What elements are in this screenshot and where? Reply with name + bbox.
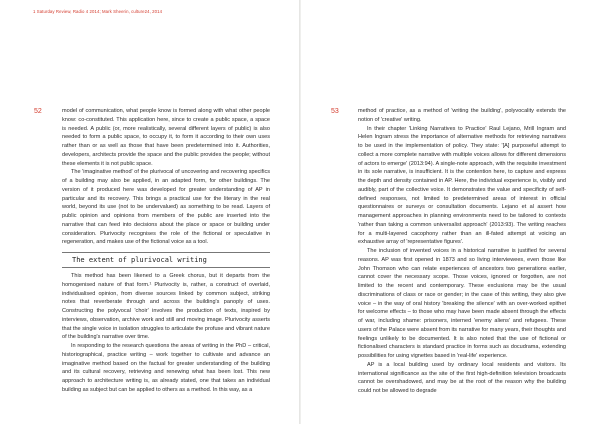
paragraph: This method has been likened to a Greek chorus, but it departs from the homogenised nature of that form.¹ Plurivocity is, rather, a construct of overlaid, individualised opinion, from diverse sources linked by common subject, striking notes that reverberate through and across the building's panoply of uses. Constructing the polyvocal 'choir' involves the production of texts, inspired by interviews, observation, archive work and still and moving image. Plurivocity asserts that the single voice in isolation struggles to articulate the profuse and vibrant nature of the building's narrative over time.: [62, 273, 270, 341]
left-page-body: [62, 107, 270, 395]
paragraph: The 'imaginative method' of the plurivocal of uncovering and recovering specifics of a building may also be applied, in an adapted form, for other buildings. The version of it produced here was developed for greater understanding of AP in particular and its recovery. This brings a practical use for the literary in the real world, beyond its use (not to be undervalued) as something to be read. Layers of public opinion and opinions from members of the public are inserted into the narrative that can feed into decisions about the place or space or building under consideration. Plurivocity recognises the role of the fictional or speculative in regeneration, and makes use of the fictional voice as a tool.: [62, 169, 270, 246]
right-page-body: [358, 107, 566, 396]
right-page: [301, 0, 600, 424]
section-heading: The extent of plurivocal writing: [72, 256, 207, 264]
paragraph: AP is a local building used by ordinary local residents and visitors. Its international significance as the site of the first high-definition television broadcasts cannot be overshadowed, and may be at the root of the reason why the building could not be allowed to degrade: [358, 361, 566, 394]
section-heading-rule: [62, 252, 270, 268]
paragraph: method of practice, as a method of 'writing the building', polyvocality extends the notion of 'creative' writing.: [358, 108, 566, 123]
paragraph: In responding to the research questions the areas of writing in the PhD – critical, historiographical, practice writing – work together to cultivate and advance an imaginative method based on the factual for greater understanding of the building and its cultural recovery, retrieving and renewing what has been lost. This new approach to architecture writing is, as already stated, one that takes an individual building as subject but can be applied to others as a method. In this way, as a: [62, 343, 270, 393]
page-number: 52: [34, 108, 42, 115]
paragraph: The inclusion of invented voices in a historical narrative is justified for several reasons. AP was first opened in 1873 and so living interviewees, even those like John Thomson who can relate experiences of ancestors two generations earlier, cannot cover the necessary scope. Those voices, ignored or forgotten, are not limited to the recent and contemporary. These exclusions may be the usual discriminations of class or race or gender; in the case of this writing, they also give voice – in the way of oral history 'breaking the silence' with an over-worked epithet for welcome effects – to those who may have been made absent through the effects of war, including shame: prisoners, interned 'enemy aliens' and refugees. These users of the Palace were absent from its narrative for many years, their thoughts and feelings unlikely to be documented. It is also noted that the use of fictional or fictionalised characters is standard practice in forms such as docudrama, extending possibilities for using vignettes based in 'real-life' experience.: [358, 248, 566, 359]
paragraph: model of communication, what people know is formed along with what other people know: co-constituted. This application here, since to create a public space, a space is needed. A public (or, more realistically, several different layers of public) is also needed to form a public space, to occupy it, to form it according to their own uses rather than or as well as those that have been predetermined into it. Authorities, developers, architects provide the space and the public provides the people; without these elements it is not public space.: [62, 108, 270, 167]
footnote: 1 Saturday Review, Radio 4 2014; Mark Sheerin, culture24, 2014: [33, 9, 163, 14]
page-number: 53: [331, 108, 339, 115]
paragraph: In their chapter 'Linking Narratives to Practice' Raul Lejano, Mrill Ingram and Helen Ingram stress the importance of alternative methods for retrieving narratives to be used in the implementation of policy. They state: '[A] purposeful attempt to collect a more complete narrative with multiple voices allows for different dimensions of actors to emerge' (2013:94). A single-note approach, with the requisite investment in its sole narrative, is insufficient. It is the contention here, to capture and express the depth and density contained in AP. Here, the individual experience is, visibly and audibly, part of the collective voice. It demonstrates the value and specificity of self-defined responses, not limited to predetermined areas of interest in official questionnaires or surveys or consultation documents. Lejano et al assert how management approaches in planning environments need to be tailored to contexts 'rather than taking a common universalist approach' (2013:93). The writing reaches for a multi-layered cacophony rather than an ill-fated attempt at voicing an exhaustive array of 'representative figures'.: [358, 125, 566, 246]
left-page: [0, 0, 299, 424]
